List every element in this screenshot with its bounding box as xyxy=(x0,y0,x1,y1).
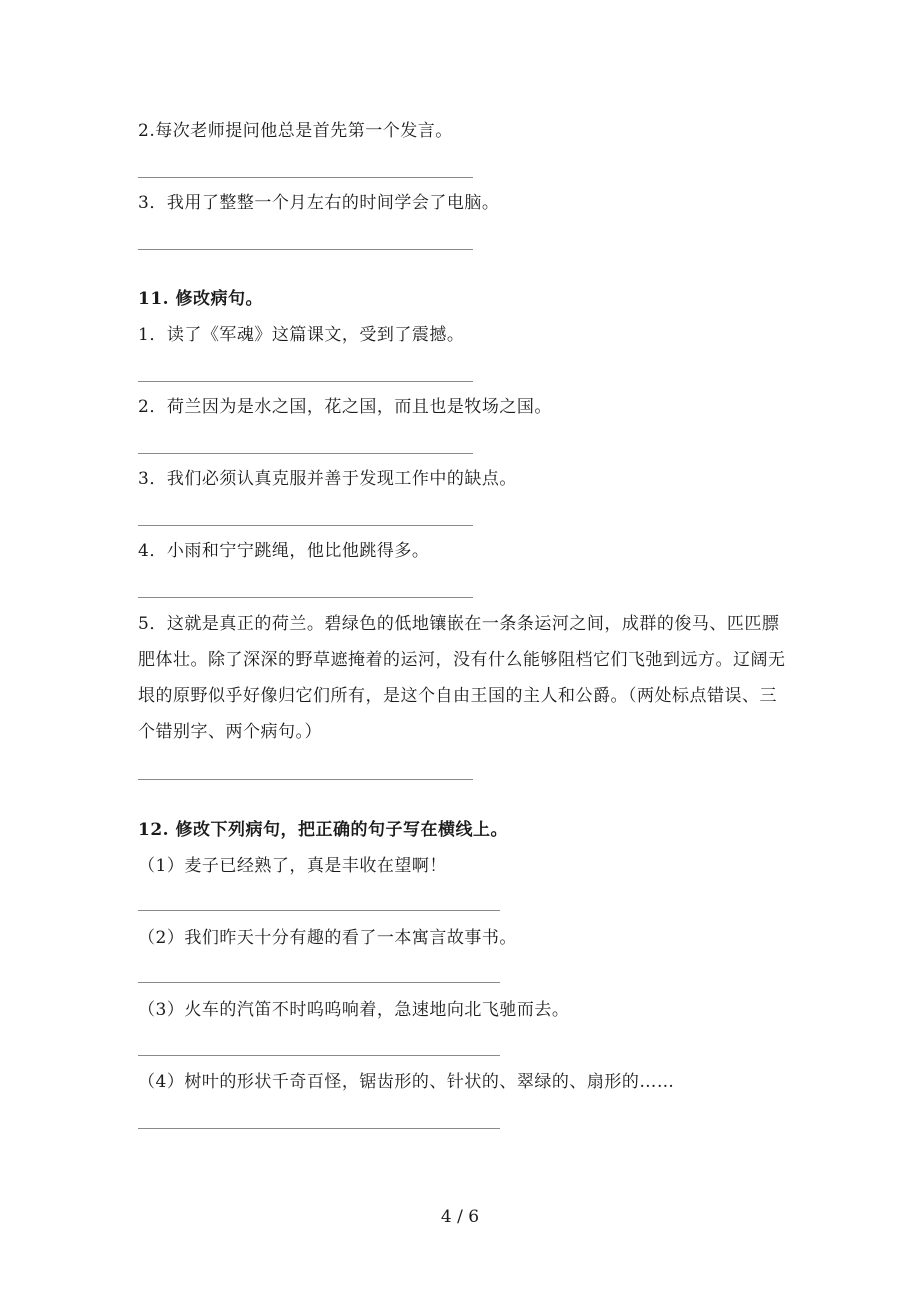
answer-line[interactable] xyxy=(138,177,473,178)
question-sentence: （2）我们昨天十分有趣的看了一本寓言故事书。 xyxy=(138,928,517,948)
question-sentence: 3．我用了整整一个月左右的时间学会了电脑。 xyxy=(138,193,500,213)
question-sentence: 3．我们必须认真克服并善于发现工作中的缺点。 xyxy=(138,469,517,489)
question-paragraph: 5．这就是真正的荷兰。碧绿色的低地镶嵌在一条条运河之间，成群的俊马、匹匹膘肥体壮。除了深深的野草遮掩着的运河，没有什么能够阻档它们飞弛到远方。辽阔无垠的原野似乎好像归它们所有，是这个自由王国的主人和公爵。（两处标点错误、三个错别字、两个病句。） xyxy=(138,614,786,742)
answer-line[interactable] xyxy=(138,249,473,250)
answer-line[interactable] xyxy=(138,1055,500,1056)
answer-line[interactable] xyxy=(138,1128,500,1129)
answer-line[interactable] xyxy=(138,381,473,382)
question-sentence: 1．读了《军魂》这篇课文，受到了震撼。 xyxy=(138,325,465,345)
question-sentence: （3）火车的汽笛不时呜呜响着，急速地向北飞驰而去。 xyxy=(138,1000,570,1020)
page-number: 4 / 6 xyxy=(440,1207,480,1227)
answer-line[interactable] xyxy=(138,453,473,454)
section-heading: 11. 修改病句。 xyxy=(138,289,263,309)
question-sentence: 2．荷兰因为是水之国，花之国，而且也是牧场之国。 xyxy=(138,397,552,417)
answer-line[interactable] xyxy=(138,779,473,780)
answer-line[interactable] xyxy=(138,982,500,983)
answer-line[interactable] xyxy=(138,597,473,598)
question-sentence: （4）树叶的形状千奇百怪，锯齿形的、针状的、翠绿的、扇形的…… xyxy=(138,1072,675,1092)
question-sentence: 2.每次老师提问他总是首先第一个发言。 xyxy=(138,121,453,141)
question-sentence: （1）麦子已经熟了，真是丰收在望啊！ xyxy=(138,856,447,876)
section-heading: 12. 修改下列病句，把正确的句子写在横线上。 xyxy=(138,820,508,840)
answer-line[interactable] xyxy=(138,525,473,526)
question-sentence: 4．小雨和宁宁跳绳，他比他跳得多。 xyxy=(138,541,430,561)
answer-line[interactable] xyxy=(138,910,500,911)
